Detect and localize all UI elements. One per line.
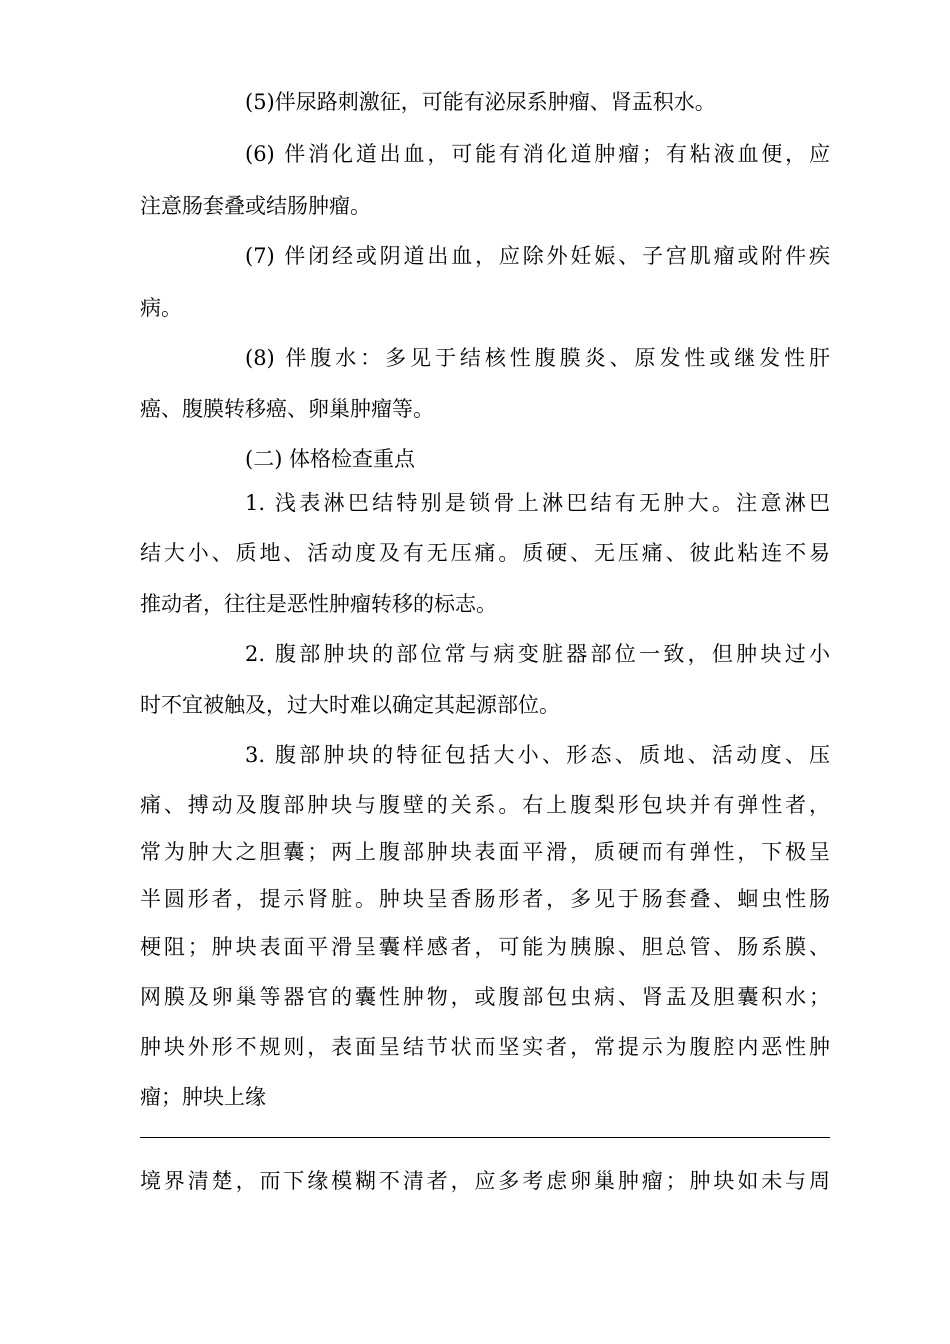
paragraph-line: 1. 浅表淋巴结特别是锁骨上淋巴结有无肿大。注意淋巴 — [245, 491, 830, 515]
paragraph-line: 肿块外形不规则，表面呈结节状而坚实者，常提示为腹腔内恶性肿 — [140, 1035, 830, 1059]
paragraph-line: 半圆形者，提示肾脏。肿块呈香肠形者，多见于肠套叠、蛔虫性肠 — [140, 887, 830, 911]
paragraph-line: (7) 伴闭经或阴道出血，应除外妊娠、子宫肌瘤或附件疾 — [245, 244, 830, 268]
paragraph-line: 网膜及卵巢等器官的囊性肿物，或腹部包虫病、肾盂及胆囊积水； — [140, 985, 830, 1009]
continuation-line: 境界清楚，而下缘模糊不清者，应多考虑卵巢肿瘤；肿块如未与周 — [140, 1169, 830, 1193]
paragraph-line: 痛、搏动及腹部肿块与腹壁的关系。右上腹梨形包块并有弹性者， — [140, 793, 830, 817]
paragraph-line: 注意肠套叠或结肠肿瘤。 — [140, 194, 371, 218]
paragraph-line: (5)伴尿路刺激征，可能有泌尿系肿瘤、肾盂积水。 — [245, 90, 716, 114]
paragraph-line: 推动者，往往是恶性肿瘤转移的标志。 — [140, 592, 497, 616]
paragraph-line: (8) 伴腹水：多见于结核性腹膜炎、原发性或继发性肝 — [245, 346, 830, 370]
paragraph-line: 2. 腹部肿块的部位常与病变脏器部位一致，但肿块过小 — [245, 642, 830, 666]
paragraph-line: 癌、腹膜转移癌、卵巢肿瘤等。 — [140, 397, 434, 421]
paragraph-line: 瘤；肿块上缘 — [140, 1085, 266, 1109]
paragraph-line: 梗阻；肿块表面平滑呈囊样感者，可能为胰腺、胆总管、肠系膜、 — [140, 935, 830, 959]
section-heading: (二) 体格检查重点 — [245, 447, 416, 471]
paragraph-line: (6) 伴消化道出血，可能有消化道肿瘤；有粘液血便，应 — [245, 142, 830, 166]
paragraph-line: 结大小、质地、活动度及有无压痛。质硬、无压痛、彼此粘连不易 — [140, 541, 830, 565]
paragraph-line: 常为肿大之胆囊；两上腹部肿块表面平滑，质硬而有弹性，下极呈 — [140, 840, 830, 864]
paragraph-line: 3. 腹部肿块的特征包括大小、形态、质地、活动度、压 — [245, 743, 830, 767]
page-break-divider — [140, 1137, 830, 1138]
paragraph-line: 时不宜被触及，过大时难以确定其起源部位。 — [140, 693, 560, 717]
paragraph-line: 病。 — [140, 296, 182, 320]
